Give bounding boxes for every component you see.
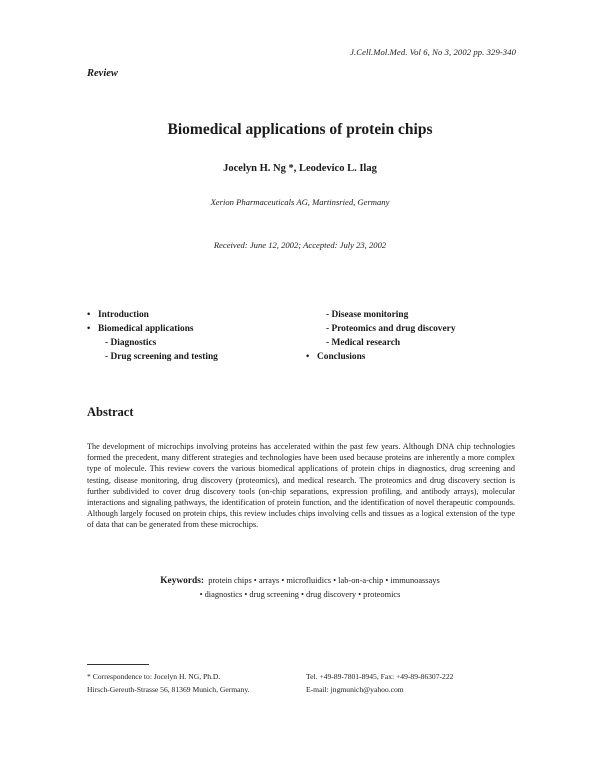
dates: Received: June 12, 2002; Accepted: July 23, 2002 bbox=[213, 240, 387, 250]
toc-subitem[interactable] bbox=[306, 322, 456, 336]
article-title: Biomedical applications of protein chips bbox=[167, 121, 433, 138]
toc-item[interactable] bbox=[87, 308, 218, 322]
authors: Jocelyn H. Ng *, Leodevico L. Ilag bbox=[223, 163, 377, 174]
footnote-contact: * Correspondence to: Jocelyn H. NG, Ph.D. bbox=[87, 672, 221, 681]
bullet-icon: • bbox=[87, 310, 91, 320]
footnote-divider bbox=[87, 664, 149, 665]
footnote-address: Hirsch-Gereuth-Strasse 56, 81369 Munich, Germany. bbox=[87, 685, 250, 694]
toc-subitem[interactable] bbox=[306, 336, 456, 350]
toc-item-label: - Disease monitoring bbox=[326, 310, 409, 320]
footnote-correspondence bbox=[87, 670, 250, 696]
keywords-line2: • diagnostics • drug screening • drug discovery • proteomics bbox=[199, 590, 401, 599]
toc-left-column bbox=[87, 308, 218, 364]
footnote-phone: Tel. +49-89-7801-8945, Fax: +49-89-86307-222 bbox=[306, 672, 454, 681]
toc-item-label: - Medical research bbox=[326, 338, 401, 348]
toc-item-label: Biomedical applications bbox=[98, 324, 194, 334]
keywords-label: Keywords bbox=[160, 576, 201, 586]
keywords bbox=[0, 574, 600, 601]
toc-right-column bbox=[306, 308, 456, 364]
toc-item-label: Introduction bbox=[98, 310, 149, 320]
toc-item-label: - Proteomics and drug discovery bbox=[326, 324, 456, 334]
abstract-heading: Abstract bbox=[87, 405, 134, 419]
toc-item[interactable] bbox=[306, 350, 456, 364]
footnote-contact-details bbox=[306, 670, 453, 696]
bullet-icon: • bbox=[87, 324, 91, 334]
keywords-colon: : bbox=[200, 576, 205, 586]
affiliation: Xerion Pharmaceuticals AG, Martinsried, Germany bbox=[210, 197, 390, 207]
bullet-icon: • bbox=[306, 352, 310, 362]
toc-item[interactable] bbox=[87, 322, 218, 336]
footnote-email[interactable]: E-mail: jngmunich@yahoo.com bbox=[306, 685, 404, 694]
toc-subitem[interactable] bbox=[87, 336, 218, 350]
abstract-text: The development of microchips involving proteins has accelerated within the past few years. Although DNA chip technologies formed the precedent, many different strategies and technologies have been used because proteins are inherently a more complex type of molecule. This review covers the various biomedical applications of protein chips in diagnostics, drug screening and testing, disease monitoring, drug discovery (proteomics), and medical research. The proteomics and drug discovery section is further subdivided to cover drug discovery tools (on-chip separations, expression profiling, and antibody arrays), molecular interactions and signaling pathways, the identification of protein function, and the identification of novel therapeutic compounds. Although largely focused on protein chips, this review includes chips involving cells and tissues as a logical extension of the type of data that can be generated from these microchips. bbox=[87, 442, 515, 530]
toc-item-label: - Drug screening and testing bbox=[105, 352, 218, 362]
toc-item-label: - Diagnostics bbox=[105, 338, 157, 348]
article-type: Review bbox=[87, 68, 118, 79]
toc-item-label: Conclusions bbox=[317, 352, 366, 362]
journal-citation: J.Cell.Mol.Med. Vol 6, No 3, 2002 pp. 329-340 bbox=[350, 47, 516, 57]
keywords-line1: protein chips • arrays • microfluidics • lab-on-a-chip • immunoassays bbox=[208, 576, 440, 585]
toc-subitem[interactable] bbox=[87, 350, 218, 364]
toc-subitem[interactable] bbox=[306, 308, 456, 322]
